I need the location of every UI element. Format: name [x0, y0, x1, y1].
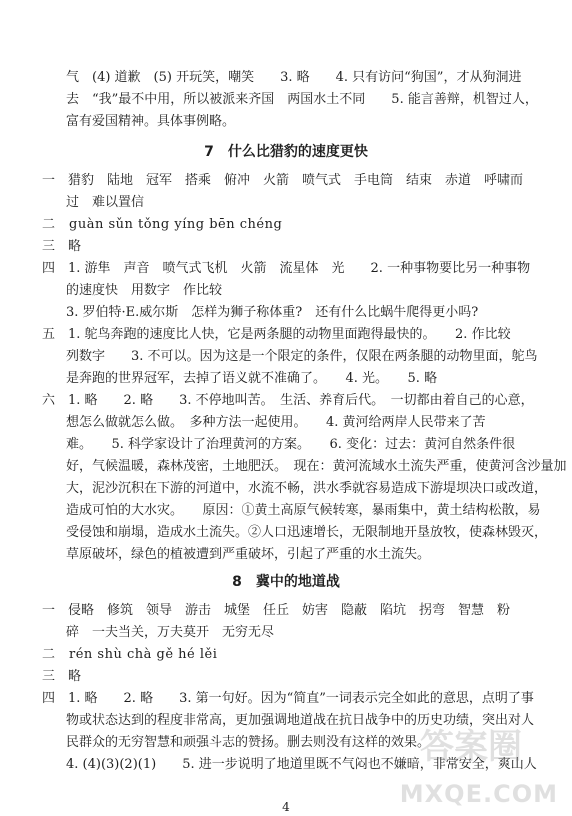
text-line: 六 1. 略 2. 略 3. 不停地叫苦。 生活、养育后代。 一切都由着自己的心意， — [42, 393, 534, 408]
text-line: 难。 5. 科学家设计了治理黄河的方案。 6. 变化：过去：黄河自然条件很 — [66, 437, 516, 452]
text-line: 三 略 — [42, 239, 82, 254]
text-line: 的速度快 用数字 作比较 — [66, 283, 223, 298]
text-line: 好，气候温暖，森林茂密，土地肥沃。 现在：黄河流域水土流失严重，使黄河含沙量加 — [66, 459, 567, 474]
text-line: 列数字 3. 不可以。因为这是一个限定的条件，仅限在两条腿的动物里面，鸵鸟 — [66, 349, 538, 364]
text-line: 受侵蚀和崩塌，造成水土流失。②人口迅速增长，无限制地开垦放牧，使森林毁灭， — [66, 525, 548, 540]
watermark-logo-icon — [396, 720, 546, 772]
text-line: 草原破坏，绿色的植被遭到严重破坏，引起了严重的水土流失。 — [66, 547, 431, 562]
text-line: 四 1. 游隼 声音 喷气式飞机 火箭 流星体 光 2. 一种事物要比另一种事物 — [42, 261, 531, 276]
text-line: 想怎么做就怎么做。 多种方法一起使用。 4. 黄河给两岸人民带来了苦 — [66, 415, 486, 430]
watermark — [388, 720, 558, 808]
pinyin-line: 二 guàn sǔn tǒng yíng bēn chéng — [42, 217, 283, 232]
text-line: 去 “我”最不中用，所以被派来齐国 两国水土不同 5. 能言善辩，机智过人， — [66, 92, 538, 107]
text-line: 一 猎豹 陆地 冠军 搭乘 俯冲 火箭 喷气式 手电筒 结束 赤道 呼啸而 — [42, 173, 524, 188]
text-line: 民群众的无穷智慧和顽强斗志的赞扬。删去则没有这样的效果。 — [66, 735, 431, 750]
svg-text:答案圈: 答案圈 — [420, 727, 522, 767]
text-line: 三 略 — [42, 669, 82, 684]
text-line: 四 1. 略 2. 略 3. 第一句好。因为“简直”一词表示完全如此的意思，点明了事 — [42, 691, 534, 706]
text-line: 碎 一夫当关，万夫莫开 无穷无尽 — [66, 625, 275, 640]
text-line: 大，泥沙沉积在下游的河道中，水流不畅，洪水季就容易造成下游堤坝决口或改道， — [66, 481, 548, 496]
text-line: 气 (4) 道歉 (5) 开玩笑，嘲笑 3. 略 4. 只有访问“狗国”，才从狗洞进 — [66, 70, 522, 85]
text-line: 3. 罗伯特·E.威尔斯 怎样为狮子称体重? 还有什么比蜗牛爬得更小吗? — [66, 305, 479, 320]
text-line: 是奔跑的世界冠军，去掉了语义就不准确了。 4. 光。 5. 略 — [66, 371, 438, 386]
text-line: 造成可怕的大水灾。 原因：①黄土高原气候转寒，暴雨集中，黄土结构松散，易 — [66, 503, 541, 518]
watermark-text: MXQE.COM — [399, 780, 558, 808]
text-line: 物或状态达到的程度非常高，更加强调地道战在抗日战争中的历史功绩，突出对人 — [66, 713, 535, 728]
text-line: 4. (4)(3)(2)(1) 5. 进一步说明了地道里既不气闷也不嫌暗，非常安全，爽山人 — [66, 757, 537, 772]
lesson-8-title: 8 冀中的地道战 — [232, 574, 340, 590]
lesson-7-title: 7 什么比猎豹的速度更快 — [204, 144, 368, 160]
text-line: 一 侵略 修筑 领导 游击 城堡 任丘 妨害 隐蔽 陷坑 拐弯 智慧 粉 — [42, 603, 511, 618]
pinyin-line: 二 rén shù chà gě hé lěi — [42, 647, 218, 662]
text-line: 过 难以置信 — [66, 195, 145, 210]
page-number: 4 — [282, 800, 290, 814]
text-line: 富有爱国精神。具体事例略。 — [66, 114, 236, 129]
text-line: 五 1. 鸵鸟奔跑的速度比人快，它是两条腿的动物里面跑得最快的。 2. 作比较 — [42, 327, 511, 342]
